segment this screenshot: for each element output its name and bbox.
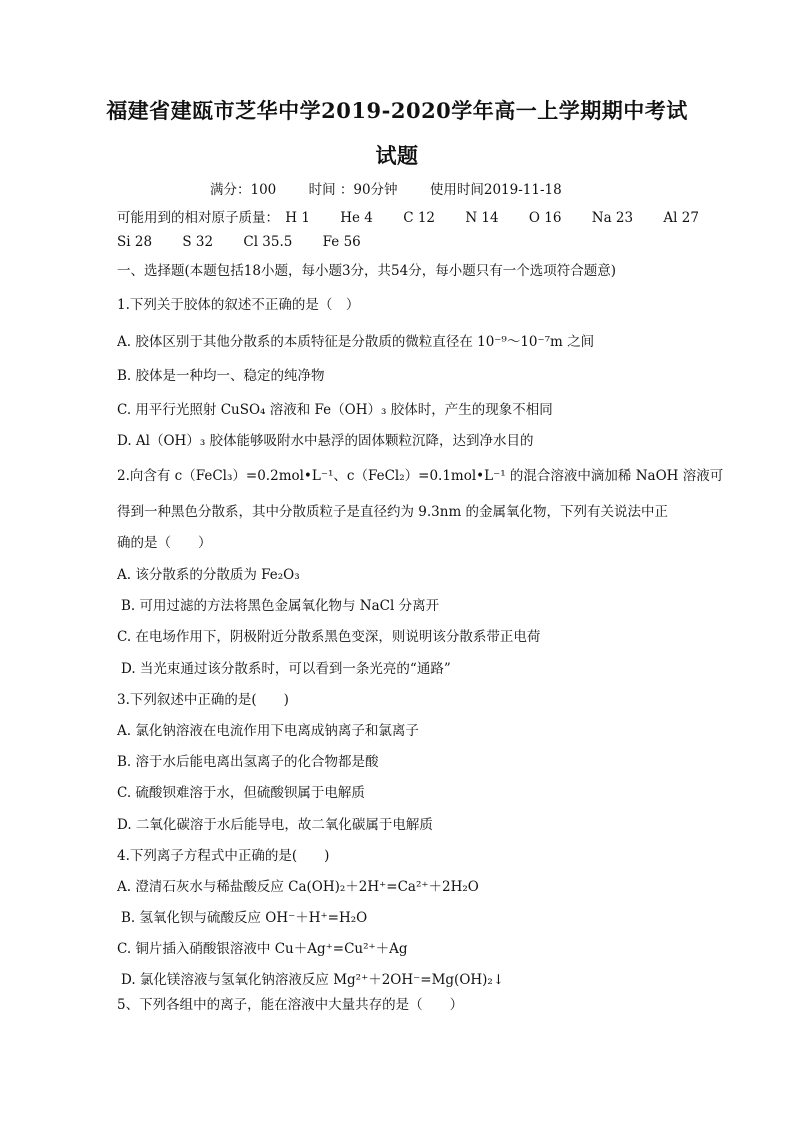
question-2-stem-line1: 2.向含有 c（FeCl₃）=0.2mol•L⁻¹、c（FeCl₂）=0.1mol•L⁻¹ 的混合溶液中滴加稀 NaOH 溶液可: [117, 468, 724, 484]
atomic-mass-item: Si 28: [117, 234, 153, 250]
atomic-mass-row2: [117, 234, 387, 250]
atomic-mass-item: Cl 35.5: [243, 234, 293, 250]
atomic-mass-row1: [117, 206, 725, 226]
question-4-option-c: C. 铜片插入硝酸银溶液中 Cu＋Ag⁺=Cu²⁺＋Ag: [117, 941, 408, 957]
atomic-mass-item: S 32: [182, 234, 214, 250]
question-3-option-c: C. 硫酸钡难溶于水，但硫酸钡属于电解质: [117, 785, 365, 801]
question-4-stem: 4.下列离子方程式中正确的是( ): [117, 848, 330, 864]
atomic-mass-item: N 14: [465, 210, 499, 226]
atomic-mass-label: 可能用到的相对原子质量：: [117, 210, 279, 226]
question-2-option-b: B. 可用过滤的方法将黑色金属氧化物与 NaCl 分离开: [121, 598, 440, 614]
question-3-option-d: D. 二氧化碳溶于水后能导电，故二氧化碳属于电解质: [117, 817, 433, 833]
question-3-option-b: B. 溶于水后能电离出氢离子的化合物都是酸: [117, 754, 379, 770]
question-4-option-a: A. 澄清石灰水与稀盐酸反应 Ca(OH)₂＋2H⁺=Ca²⁺＋2H₂O: [117, 879, 479, 895]
atomic-mass-item: O 16: [528, 210, 562, 226]
exam-duration: 时间 ：90分钟: [308, 182, 398, 198]
question-1-option-a: A. 胶体区别于其他分散系的本质特征是分散质的微粒直径在 10⁻⁹～10⁻⁷m 之间: [117, 334, 595, 350]
usage-date: 使用时间2019-11-18: [429, 182, 562, 198]
atomic-mass-item: C 12: [403, 210, 436, 226]
question-2-option-a: A. 该分散系的分散质为 Fe₂O₃: [117, 567, 300, 583]
exam-title-line1: 福建省建瓯市芝华中学2019-2020学年高一上学期期中考试: [106, 98, 688, 123]
full-score: 满分：100: [210, 182, 277, 198]
question-2-stem-line2: 得到一种黑色分散系，其中分散质粒子是直径约为 9.3nm 的金属氧化物，下列有关说法中正: [117, 504, 669, 520]
question-3-option-a: A. 氯化钠溶液在电流作用下电离成钠离子和氯离子: [117, 723, 419, 739]
atomic-mass-item: Fe 56: [322, 234, 361, 250]
question-3-stem: 3.下列叙述中正确的是( ): [117, 692, 289, 708]
question-1-option-d: D. Al（OH）₃ 胶体能够吸附水中悬浮的固体颗粒沉降，达到净水目的: [117, 433, 534, 449]
question-2-stem-line3: 确的是（ ）: [117, 535, 212, 551]
atomic-mass-item: H 1: [285, 210, 310, 226]
question-4-option-b: B. 氢氧化钡与硫酸反应 OH⁻＋H⁺=H₂O: [121, 910, 368, 926]
question-1-option-c: C. 用平行光照射 CuSO₄ 溶液和 Fe（OH）₃ 胶体时，产生的现象不相同: [117, 402, 553, 418]
atomic-mass-item: He 4: [340, 210, 373, 226]
section-heading: 一、选择题(本题包括18小题，每小题3分，共54分，每小题只有一个选项符合题意): [117, 263, 616, 279]
atomic-mass-item: Na 23: [591, 210, 634, 226]
question-4-option-d: D. 氯化镁溶液与氢氧化钠溶液反应 Mg²⁺＋2OH⁻=Mg(OH)₂↓: [121, 972, 505, 988]
question-1-stem: 1.下列关于胶体的叙述不正确的是（ ）: [117, 297, 360, 313]
exam-meta: [210, 178, 590, 198]
question-1-option-b: B. 胶体是一种均一、稳定的纯净物: [117, 368, 325, 384]
question-2-option-d: D. 当光束通过该分散系时，可以看到一条光亮的“通路”: [121, 661, 451, 677]
question-5-stem: 5、下列各组中的离子，能在溶液中大量共存的是（ ）: [117, 997, 464, 1013]
question-2-option-c: C. 在电场作用下，阴极附近分散系黑色变深，则说明该分散系带正电荷: [117, 629, 541, 645]
exam-title-line2: 试题: [375, 143, 419, 168]
atomic-mass-item: Al 27: [663, 210, 699, 226]
